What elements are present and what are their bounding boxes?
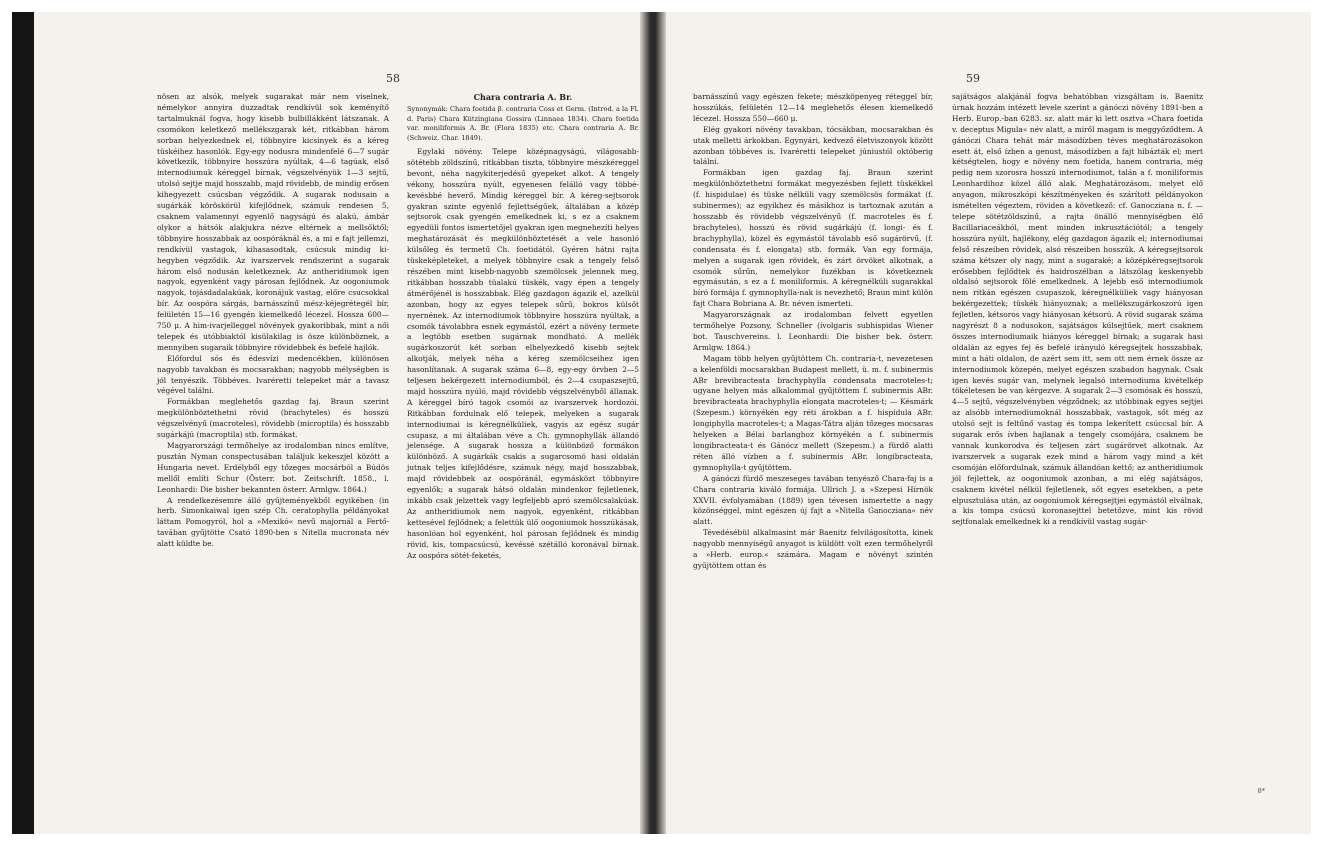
- paragraph: Előfordul sós és édesvízi medencékben, különösen nagyobb tavakban és mocsarakban; nagyobb mélységben is jól tenyészik. Többéves. Ivaréretti telepeket már a tavasz végével találni.: [157, 353, 389, 396]
- left-page: [34, 12, 662, 834]
- text-column: [407, 92, 639, 561]
- paragraph: barnásszínű vagy egészen fekete; mészköpenyeg réteggel bír, hosszúkás, felületén 12—14 meglehetős élesen kiemelkedő lécezel. Hossza 550—660 μ.: [693, 92, 933, 123]
- paragraph: A gánóczi fürdő meszeseges tavában tenyésző Chara-faj is a Chara contraria kiváló formája. Ullrich J. a »Szepesi Hírnök XXVII. évfolyamában (1889) igen tévesen ismertette a nagy közönséggel, mint egészen új fajt a »Nitella Ganocziana« név alatt.: [693, 473, 933, 527]
- book-gutter: [640, 12, 666, 834]
- text-column: [952, 92, 1203, 528]
- paragraph: sajátságos alakjánál fogva behatóbban vizsgáltam is. Baenitz úrnak hozzám intézett levele szerint a gánóczi növény 1891-ben a Herb. Europ.-ban 6283. sz. alatt már ki lett osztva »Chara foetida v. deceptus Migula« név alatt, a miről magam is meggyőződtem. A gánóczi Chara tehát már másodízben téves meghatározásokon esett át, első ízben a genust, másodízben a fajt hibázták el; mert kétségtelen, hogy e növény nem foetida, hanem contraria, még pedig nem szorosra hosszú internodiumot, talán a f. moniliformis Leonhardihoz közel álló alak. Meghatározásom, melyet elő anyagon, mikroszkópi készítményeken és szárított példányokon ismételten végeztem, röviden a következő: cf. Ganocziana n. f. — telepe sötétzöldszínű, a rajta önálló mennyiségben élő Bacillariaceákból, ment minden inkrusztációtól; a tengely hosszúra nyúlt, hajlékony, elég gazdagon ágazik el; internodiumai felső részeiben rövidek, alsó részeiben hosszúk. A kéregsejtsorok száma kétszer oly nagy, mint a sugaraké; a középkéregsejtsorok erősebben fejlődtek és haidroszélban a látszólag keskenyebb oldalsó sejtsorok fölé emelkednek. A lejebb eső internodiumok nem ritkán egészen csupaszok, kéregnélküliek vagy hiányosan bekérgezettek; tüskék hiányoznak; a mellékszugárkoszorú igen fejletlen, kétsoros vagy hiányosan kétsorú. A rövid sugarak száma nagyrészt 8 a nodusokon, sajátságos kúlsejtűek, mert csaknem összes internodiumaik hiányos kéreggel bírnak; a sugarak hasi oldalán az egyes fej és befelé irányuló kéregsejtek hosszabbak, mint a háti oldalon, de azért sem itt, sem ott nem érnek össze az internodiumok közepén, melyet egészen szabadon hagynak. Csak igen kevés sugár van, melynek legalsó internodiuma kivételkép tökéletesen be van kérgezve. A sugarak 2—3 csomósak és hosszú, 4—5 sejtű, végszelvényben végződnek; az utóbbinak egyes sejtjei az alsóbb internodiumoknál hosszabbak, vastagok, sőt még az utolsó sejt is feltűnő vastag és tompa lekerített csúccsal bír. A sugarak erős ívben hajlanak a tengely csomójára, csaknem be vannak kunkorodva és teljesen zárt sugárörvet alkotnak. Az ivarszervek a sugarak ezek mind a három vagy mind a két csomóján előfordulnak, számuk állandóan kettő; az antheridiumok jól fejlettek, az oogoniumok azonban, a mi elég sajátságos, csaknem kivétel nélkül fejletlenek, sőt egyes esetekben, a pete elpusztulása után, az oogoniumok kéregsejtjei egymástól elválnak, a kis tompa csúcsú koronasejttel betetőzve, mint kis rövid sejtfonalak emelkednek ki a rendkívül vastag sugár-: [952, 92, 1203, 527]
- paragraph: Elég gyakori növény tavakban, tócsákban, mocsarakban és utak melletti árkokban. Egynyári, kedvező életviszonyok között azonban többéves is. Ivaréretti telepeket júniustól októberig találni.: [693, 124, 933, 167]
- paragraph: Egylaki növény. Telepe középnagyságú, világosabb-sötétebb zöldszínű, ritkábban tiszta, többnyire mészkéreggel bevont, néha nagykiterjedésű gyepeket alkot. A tengely vékony, hosszúra nyúlt, egyenesen felálló vagy többé-kevésbbé heverő. Mindig kéreggel bír. A kéreg-sejtsorok gyakran szinte egyenlő fejlettségűek, általában a közép sejtsorok csak gyengén emelkednek ki, s ez a csaknem egyedüli fontos ismertetőjel gyakran igen megnehezíti helyes meghatározását és megkülönböztetését a vele hasonló külsőleg és termetű Ch. foetidától. Gyéren hátni rajta tüskeképleteket, a melyek többnyire csak a tengely felső részében mint kisebb-nagyobb szemölcsek jelennek meg, ritkábban hosszabb tüalakú tüskék, vagy épen a tengely átmérőjénél is hosszabbak. Elég gazdagon ágazik el, azelkül azonban, hogy az egyes telepek sűrű, bokros külsőt nyernének. Az internodiumok többnyire hosszúra nyúltak, a csomók távolabbra esnek egymástól, ezért a növény termete a legtöbb esetben sugárnak mondható. A mellék sugárkoszorút két sorban elhelyezkedő kisebb sejtek alkotják, melyek néha a kéreg szemölcseihez igen hasonlítanak. A sugarak száma 6—8, egy-egy örvben 2—5 teljesen bekérgezett internodiumból, és 2—4 csupaszsejtű, majd hosszúra nyúló, majd rövidebb végszelvényből állanak. A kéreggel bíró tagok csomói az ivarszervek hordozói. Ritkábban fordulnak elő telepek, melyeken a sugarak internodiumai is kéregnélküliek, vagyis az egész sugár csupasz, a mi általában véve a Ch. gymnophyllák állandó jelensége. A sugarak hossza a különböző formákon különböző. A sugárkák csakis a sugarcsomó hasi oldalán jutnak teljes kifejlődésre, számuk négy, majd hosszabbak, majd rövidebbek az oospóránál, egymásközt többnyire egyenlők; a sugarak hátsó oldalán mindenkor fejletlenek, inkább csak jelzettek vagy legfeljebb apró szemölcsalakúak. Az antheridiumok nem nagyok, egyenként, ritkábban kettesével fejlődnek; a felettük ülő oogoniumok hosszúkásak, hasonlóan hol egyenként, hol párosan fejlődnek és mindig rövid, kis, tompacsúcsú, kevéssé szétálló koronával bírnak. Az oospóra sötét-feketés,: [407, 147, 639, 560]
- page-number: 59: [966, 72, 980, 85]
- paragraph: Magyarországi termőhelye az irodalomban nincs említve, pusztán Nyman conspectusában találjuk kekeszjel között a Hungaria nevet. Erdélyből egy tőzeges mocsárból a Búdös mellől említi Schur (Österr. bot. Zeitschrift. 1858., l. Leonhardi: Die bisher bekannten österr. Armlgw. 1864.): [157, 441, 389, 494]
- paragraph: nösen az alsók, melyek sugarakat már nem viselnek, némelykor annyira duzzadtak rendkívül sok keményítő tartalmuknál fogva, hogy kisebb bulbillákként látszanak. A csomókon keletkező mellékszgarak két, ritkábban három sorban helyezkednek el, többnyire kicsinyek és a kéreg tüskéihez hasonlók. Egy-egy nodusra mindenfelé 6—7 sugár következik, többnyire hosszúra nyúltak, 4—6 tagúak, első internodiumuk kéreggel bírnak, végszelvényük 1—3 sejtű, utolsó sejtje majd hosszabb, majd rövidebb, de mindig erősen kihegyezett csúcsban végződik. A sugarak nodusain a sugárkák köröskörül kifejlődnek, számuk rendesen 5, csaknem valamennyi egyenlő nagyságú és alakú, ámbár olykor a hátsók alakjukra nézve eltérnek a mellsőktől; többnyire hosszabbak az oospóráknál és, a mi e fajt jellemzi, rendkívül vastagok, kihasasodtak, csúcsuk mindig ki- hegyben végződik. Az ivarszervek rendszerint a sugarak három első nodusán keletkeznek. Az antheridiumok igen nagyok, egyenként vagy párosan fejlődnek. Az oogoniumok nagyok, tojásdadalakúak, koronájuk vastag, előre csucsokkal bír. Az oospóra sárgás, barnásszínű mész-kéjegrétegél bír, felületén 15—16 gyengén kiemelkedő lécezel. Hossza 600—750 μ. A him-ivarjelleggel növények gyakoribbak, mint a női telepek és utóbbiaktól kisülakilag is ösze különböznek, a mennyiben sugaraik többnyire rövidebbek és befelé hajlók.: [157, 92, 389, 352]
- synonym-block: Synonymák: Chara foetida β. contraria Coss et Germ. (Introd. a la Fl. d. Paris) Chara Kützingiana Gossira (Linnaea 1834). Chara foetida var. moniliformis A. Br. (Flora 1835) etc. Chara contraria A. Br. (Schweiz. Char. 1849).: [407, 105, 639, 142]
- text-column: [157, 92, 389, 550]
- paragraph: Magam több helyen gyűjtöttem Ch. contraria-t, nevezetesen a kelenföldi mocsarakban Budapest mellett, ü. m. f. subinermis ABr brevibracteata brachyphylla condensata macroteles-t; ugyane helyen más alkalommal gyűjtöttem f. subinermis ABr. brevibracteata brachyphylla elongata macroteles-t; — Késmárk (Szepesm.) környékén egy réti árokban a f. hispidula ABr. longiphylla macroteles-t; a Magas-Tátra alján tőzeges mocsaras helyeken a Bélai barlanghoz környékén a f. subinermis longibracteata-t és Gánócz mellett (Szepesm.) a fürdő alatti réten álló vízben a f. subinermis ABr. longibracteata, gymnophylla-t gyűjtöttem.: [693, 353, 933, 472]
- scanned-book-spread: [12, 12, 1311, 834]
- signature-mark: 8*: [1257, 787, 1265, 795]
- paragraph: Formákban meglehetős gazdag faj. Braun szerint megkülönböztethetni rövid (brachyteles) és hosszú végszelvényű (macroteles), rövidebb (microptila) és hosszabb sugárkájú (macroptila) stb. formákat.: [157, 397, 389, 440]
- page-number: 58: [386, 72, 400, 85]
- paragraph: Formákban igen gazdag faj. Braun szerint megkülönböztethetni formákat megyezésben fejlett tüskékkel (f. hispidulae) és tüske nélküli vagy szemölcsös formákat (f. subinermes); az egyikhez és másikhoz is tartoznak azután a hosszabb és rövidebb végszelvényű (f. macroteles és f. brachyteles), hosszú és rövid sugárkájú (f. longi- és f. brachyphylla), közel és egymástól távolabb eső sugárörvű, (f. condensata és f. elongata) stb. formák. Van egy formája, melyen a sugarak igen rövidek, és zárt örvöket alkotnak, a csomók sűrűn, nemelykor fuzékban is következnek egymásután, s ez a f. moniliformis. A kéregnélküli sugarakkal bíró formája f. gymnophylla-nak is nevezhető; Braun mint külön fajt Chara Bobriana A. Br. néven ismerteti.: [693, 168, 933, 309]
- right-page: [666, 12, 1311, 834]
- paragraph: Magyarországnak az irodalomban felvett egyetlen termőhelye Pozsony, Schneller (ívolgaris subhispidas Wiener bot. Tauschvereins. l. Leonhardi: Die bisher bek. österr. Armlgw. 1864.): [693, 310, 933, 352]
- paragraph: Tévedésébül alkalmasint már Baenitz felvilágosította, kinek nagyobb mennyiségű anyagot is küldött volt ezen termőhelyről a »Herb. europ.« számára. Magam e növényt szintén gyűjtöttem ottan és: [693, 528, 933, 570]
- paragraph: A rendelkezésemre álló gyűjteményekből egyikében (in herb. Simonkaiwal igen szép Ch. ceratophylla példányokat láttam Pomogyról, hol a »Mexikó« nevű majornál a Fertő-tavában gyűjtötte Csató 1890-ben s Nitella mucronata név alatt küldte be.: [157, 495, 389, 549]
- section-title: Chara contraria A. Br.: [473, 92, 573, 102]
- text-column: [693, 92, 933, 572]
